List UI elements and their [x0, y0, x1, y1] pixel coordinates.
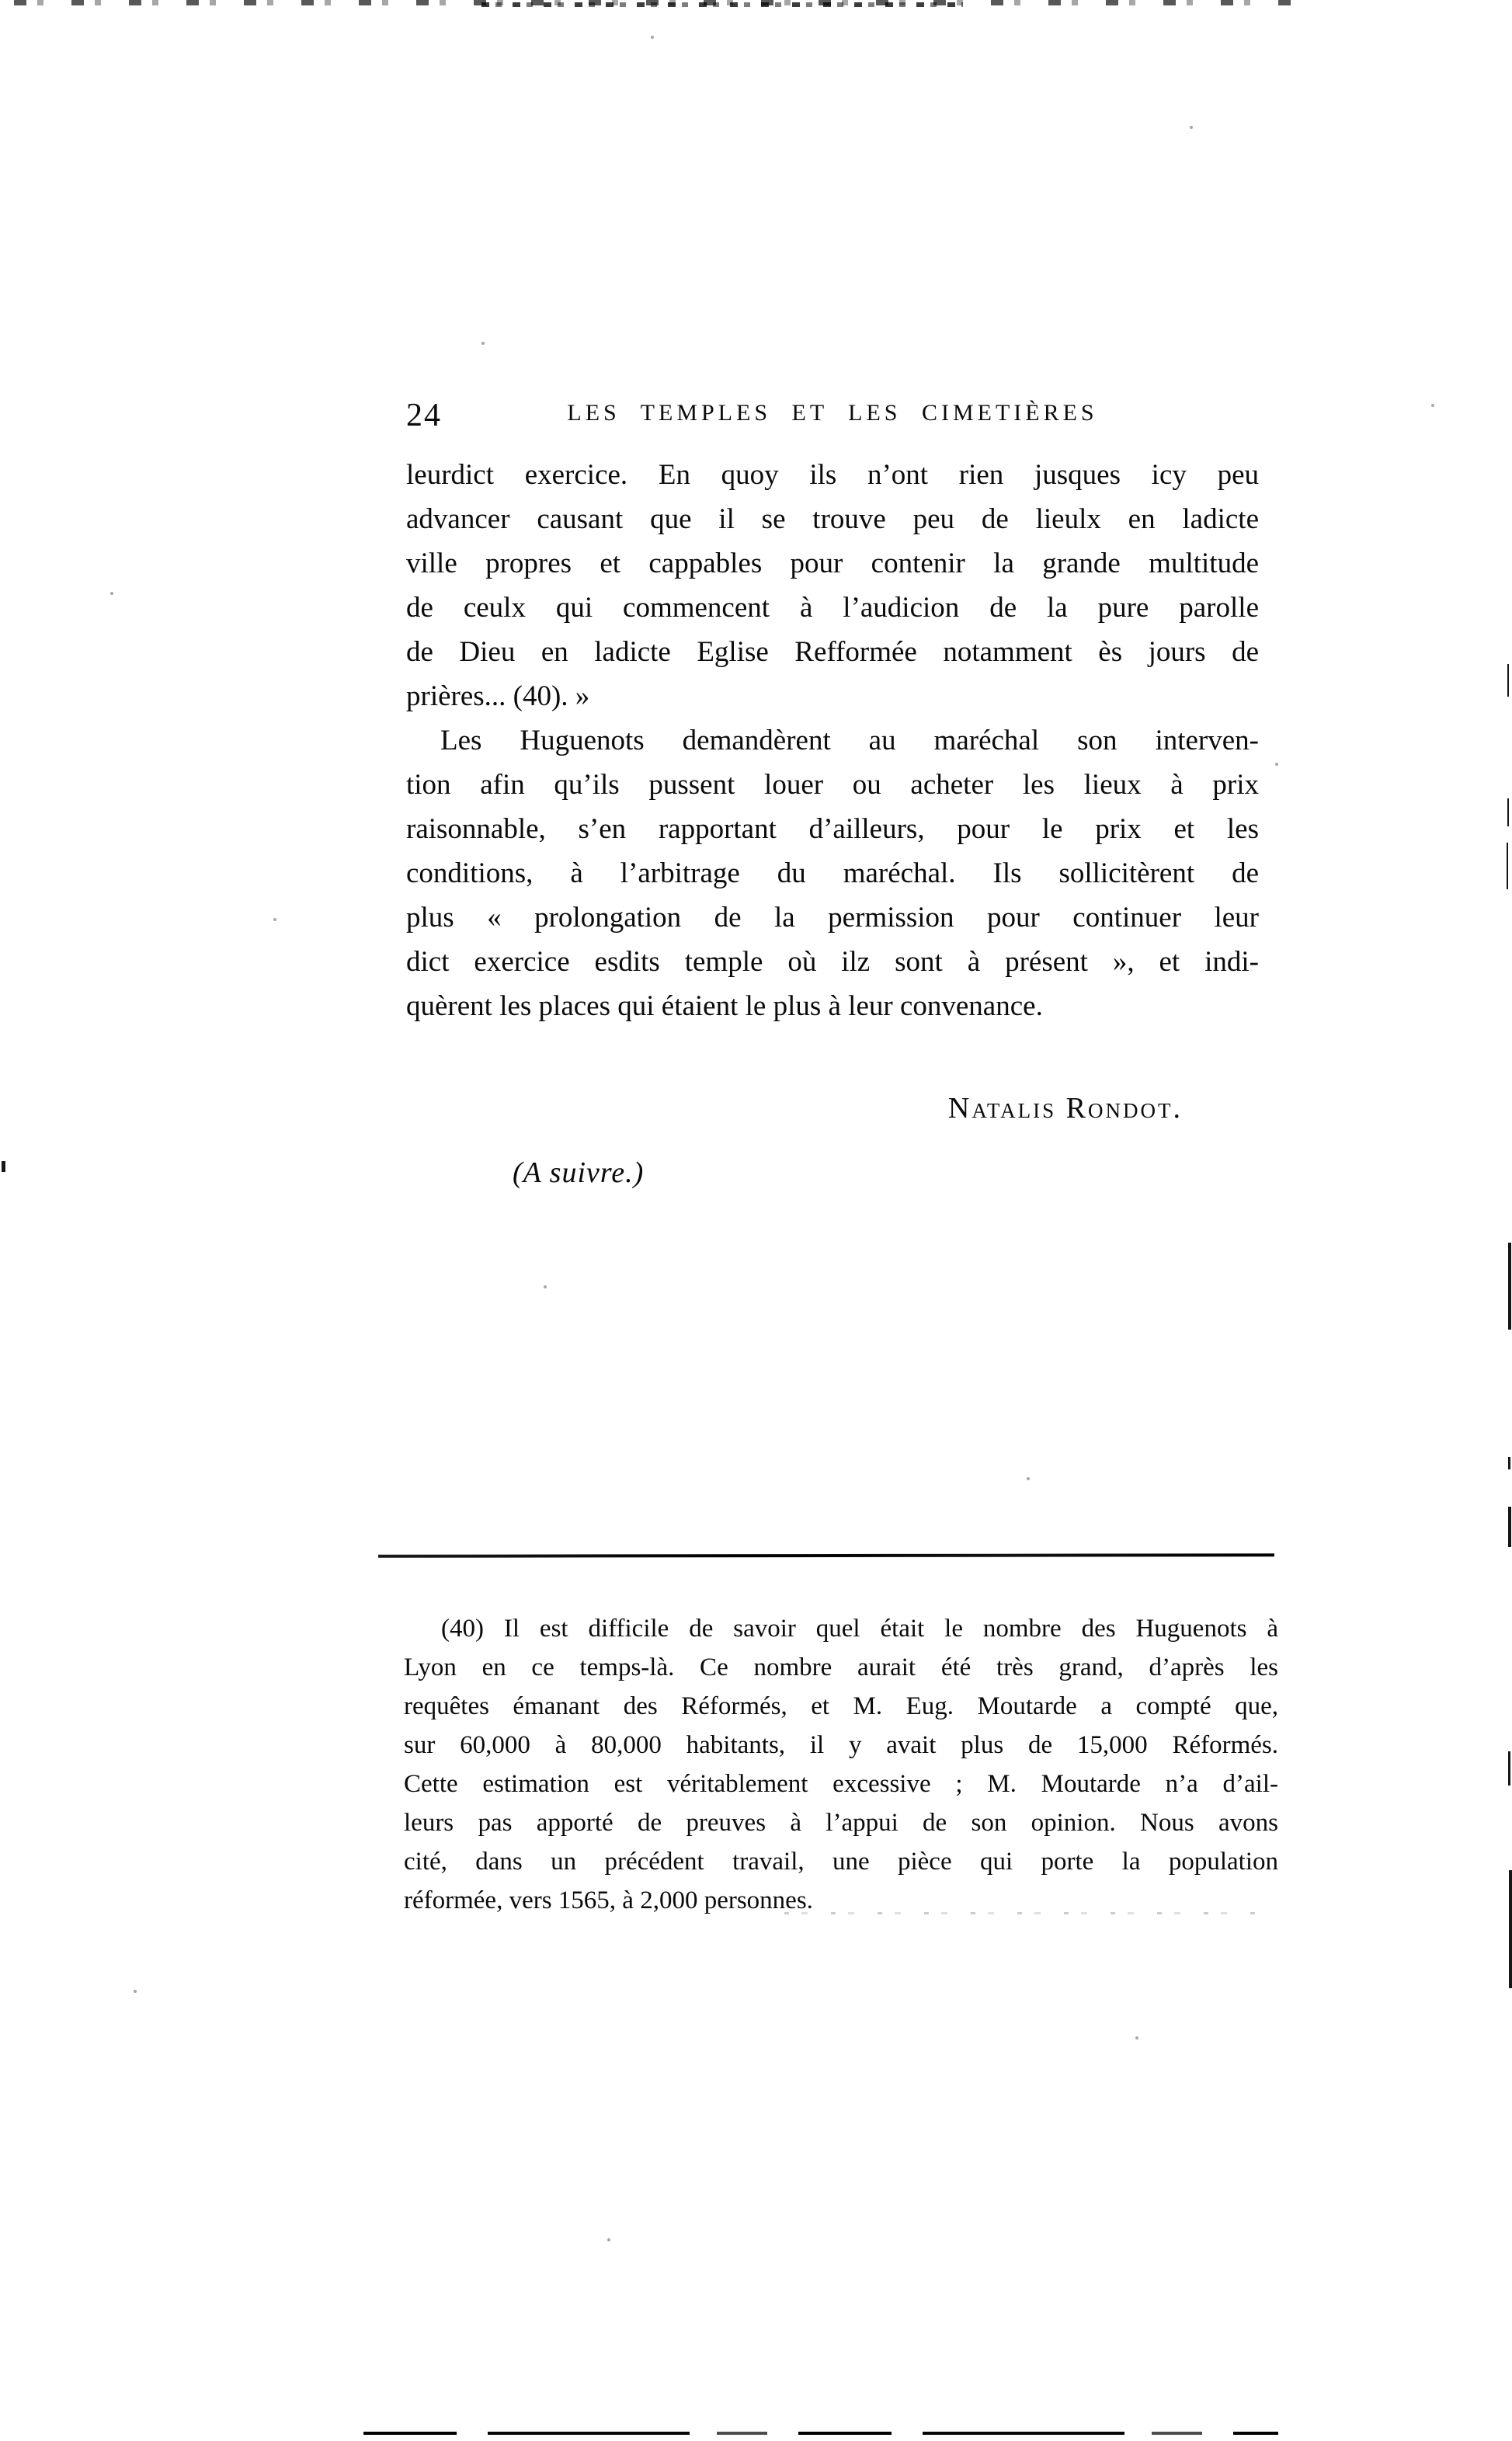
scan-artifact-edge	[1508, 1243, 1511, 1330]
scan-speck	[607, 2238, 610, 2241]
text-line: conditions, à l’arbitrage du maréchal. Ils sollicitèrent de	[406, 857, 1259, 889]
scan-speck	[1027, 1477, 1030, 1480]
scan-artifact-edge	[1509, 1870, 1512, 1988]
page-header	[406, 392, 1259, 439]
footnote-line: leurs pas apporté de preuves à l’appui de son opinion. Nous avons	[404, 1809, 1278, 1837]
scan-speck	[544, 1285, 547, 1288]
text-line: plus « prolongation de la permission pour continuer leur	[406, 902, 1259, 934]
page-number: 24	[406, 398, 442, 433]
scan-smudge	[784, 1912, 1266, 1914]
scan-speck	[1431, 404, 1434, 407]
footnote-line: Cette estimation est véritablement excessive ; M. Moutarde n’a d’ail-	[404, 1770, 1278, 1798]
running-title: LES TEMPLES ET LES CIMETIÈRES	[567, 400, 1098, 426]
paragraph-huguenots	[406, 718, 1259, 1028]
scan-speck	[651, 36, 654, 39]
text-line: tion afin qu’ils pussent louer ou acheter les lieux à prix	[406, 769, 1259, 801]
text-line: leurdict exercice. En quoy ils n’ont rien jusques icy peu	[406, 459, 1259, 491]
text-line: de Dieu en ladicte Eglise Refformée notamment ès jours de	[406, 636, 1259, 668]
scan-artifact-edge	[1508, 1507, 1511, 1547]
footnote-line: (40) Il est difficile de savoir quel était le nombre des Huguenots à	[441, 1615, 1278, 1643]
footnote-rule	[378, 1553, 1274, 1558]
continuation-note: (A suivre.)	[513, 1156, 645, 1189]
scan-artifact-edge	[1508, 1457, 1510, 1469]
footnote-line: Lyon en ce temps-là. Ce nombre aurait été très grand, d’après les	[404, 1653, 1278, 1681]
scan-speck	[273, 918, 276, 921]
scan-speck	[1275, 763, 1278, 766]
scan-artifact-edge	[1507, 798, 1509, 826]
text-line: advancer causant que il se trouve peu de lieulx en ladicte	[406, 503, 1259, 535]
footnote-block	[404, 1609, 1278, 1920]
scan-speck	[110, 592, 113, 595]
text-line: quèrent les places qui étaient le plus à leur convenance.	[406, 990, 1043, 1022]
footnote-line: réformée, vers 1565, à 2,000 personnes.	[404, 1886, 813, 1914]
text-line: Les Huguenots demandèrent au maréchal son interven-	[440, 725, 1259, 756]
scan-speck	[481, 342, 485, 345]
text-line: raisonnable, s’en rapportant d’ailleurs, pour le prix et les	[406, 813, 1259, 845]
scan-noise-top-dense	[481, 2, 963, 7]
main-text-block	[406, 453, 1259, 1028]
scan-speck	[1135, 2036, 1138, 2039]
text-line: dict exercice esdits temple où ilz sont à présent », et indi-	[406, 946, 1259, 978]
text-line: prières... (40). »	[406, 680, 590, 712]
author-signature: Natalis Rondot.	[947, 1092, 1183, 1125]
scan-artifact-edge	[1508, 1751, 1510, 1786]
text-line: de ceulx qui commencent à l’audicion de la pure parolle	[406, 592, 1259, 624]
scan-noise-bottom	[363, 2432, 1278, 2435]
scan-speck	[134, 1990, 137, 1993]
text-line: ville propres et cappables pour contenir la grande multitude	[406, 548, 1259, 579]
scan-artifact-edge	[1507, 843, 1508, 889]
scan-speck	[1190, 126, 1193, 129]
footnote-line: cité, dans un précédent travail, une pièce qui porte la population	[404, 1848, 1278, 1876]
footnote-line: sur 60,000 à 80,000 habitants, il y avait plus de 15,000 Réformés.	[404, 1731, 1278, 1759]
paragraph-continuation	[406, 453, 1259, 718]
scan-artifact-edge	[1507, 664, 1509, 697]
scan-artifact-edge	[2, 1161, 5, 1172]
footnote-line: requêtes émanant des Réformés, et M. Eug. Moutarde a compté que,	[404, 1692, 1278, 1720]
